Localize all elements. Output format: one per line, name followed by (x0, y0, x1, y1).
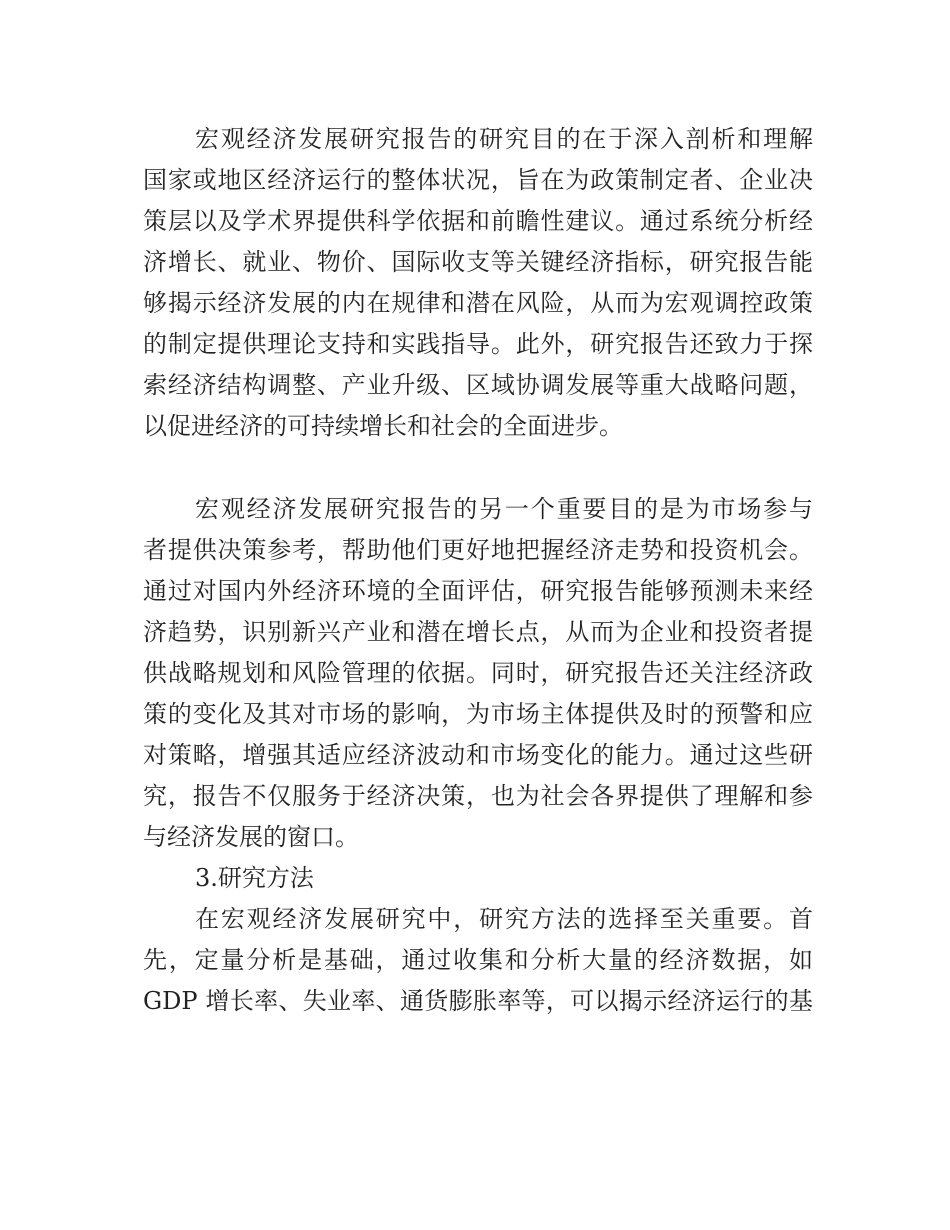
text-line: 究，报告不仅服务于经济决策，也为社会各界提供了理解和参 (143, 782, 813, 810)
text-line: 索经济结构调整、产业升级、区域协调发展等重大战略问题， (143, 371, 813, 399)
text-line: 够揭示经济发展的内在规律和潜在风险，从而为宏观调控政策 (143, 289, 813, 317)
text-line: 宏观经济发展研究报告的研究目的在于深入剖析和理解 (195, 125, 813, 153)
section-heading: 3.研究方法 (195, 864, 314, 892)
text-line: 者提供决策参考，帮助他们更好地把握经济走势和投资机会。 (143, 536, 813, 564)
text-line: 对策略，增强其适应经济波动和市场变化的能力。通过这些研 (143, 741, 813, 769)
text-line: 在宏观经济发展研究中，研究方法的选择至关重要。首 (195, 905, 813, 933)
text-line: 先，定量分析是基础，通过收集和分析大量的经济数据，如 (143, 946, 813, 974)
text-line: 与经济发展的窗口。 (143, 823, 359, 851)
text-line: 供战略规划和风险管理的依据。同时，研究报告还关注经济政 (143, 659, 813, 687)
text-line: 以促进经济的可持续增长和社会的全面进步。 (143, 412, 623, 440)
text-line: 策的变化及其对市场的影响，为市场主体提供及时的预警和应 (143, 700, 813, 728)
text-line: 宏观经济发展研究报告的另一个重要目的是为市场参与 (195, 495, 813, 523)
text-line: 济增长、就业、物价、国际收支等关键经济指标，研究报告能 (143, 248, 813, 276)
text-line: 通过对国内外经济环境的全面评估，研究报告能够预测未来经 (143, 577, 813, 605)
text-line: 国家或地区经济运行的整体状况，旨在为政策制定者、企业决 (143, 166, 813, 194)
text-line: 济趋势，识别新兴产业和潜在增长点，从而为企业和投资者提 (143, 618, 813, 646)
text-line: 策层以及学术界提供科学依据和前瞻性建议。通过系统分析经 (143, 207, 813, 235)
text-line: 的制定提供理论支持和实践指导。此外，研究报告还致力于探 (143, 330, 813, 358)
text-line: GDP 增长率、失业率、通货膨胀率等，可以揭示经济运行的基 (143, 987, 813, 1015)
